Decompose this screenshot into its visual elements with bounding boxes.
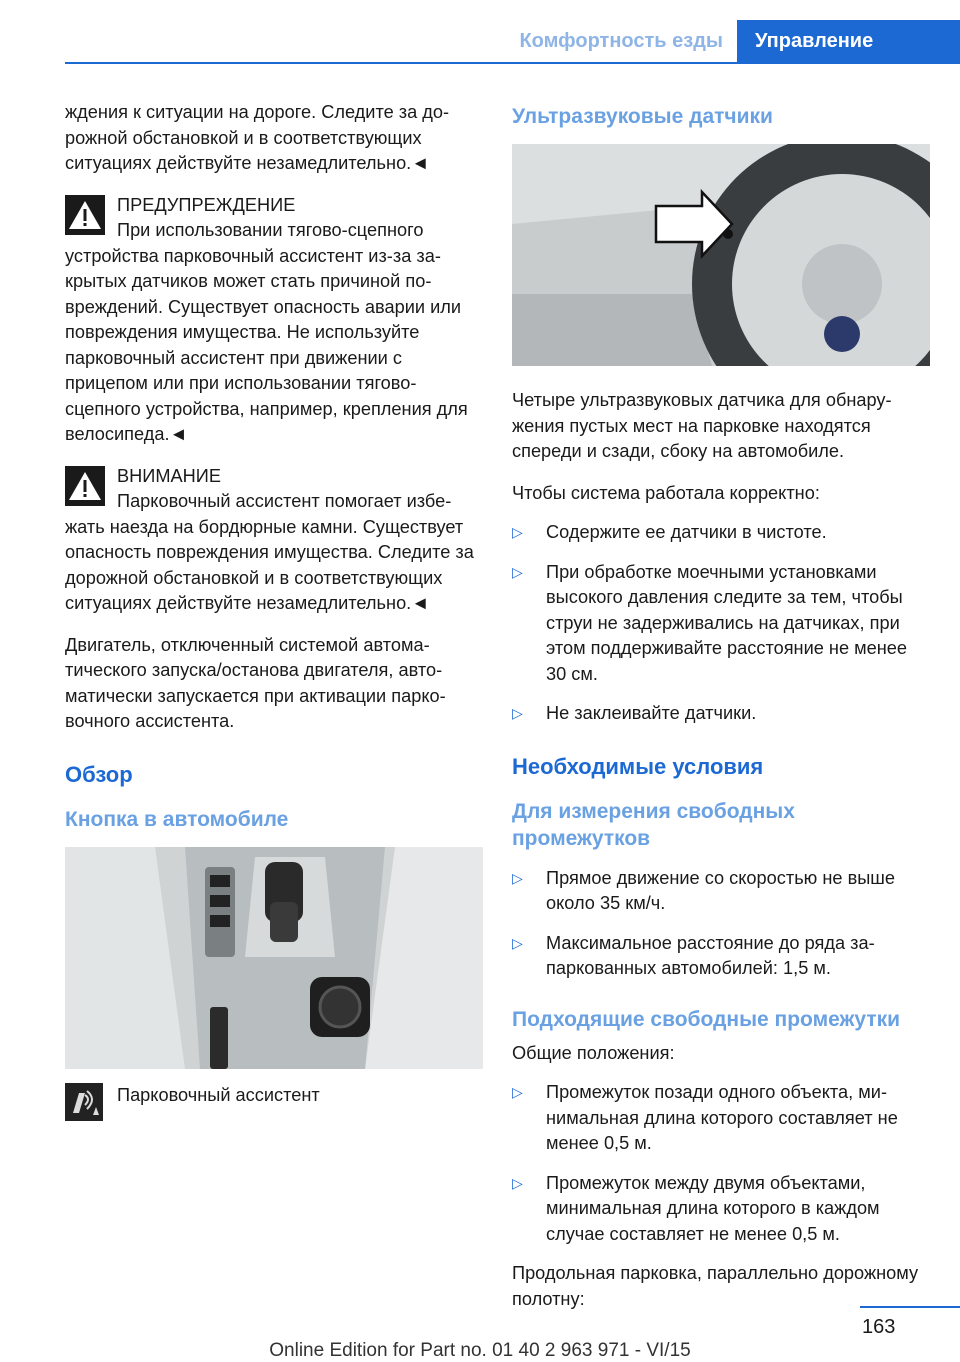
bullet-icon: ▷ [512, 934, 523, 951]
engine-note: Двигатель, отключенный системой автоматического запуска/останова двигателя, автоматически запускается при активации парковочного ассистента. [65, 634, 446, 731]
bullet-icon: ▷ [512, 705, 523, 721]
header-rule [65, 62, 960, 64]
list-item [512, 560, 930, 688]
list-item-text: Не заклеивайте датчики. [546, 703, 757, 723]
correct-intro: Чтобы система работала корректно: [512, 482, 820, 503]
list-item-text: Промежуток между двумя объектами, минимальная длина которого в каждом случае составляет не менее 0,5 м. [546, 1172, 880, 1244]
left-column [65, 100, 483, 1121]
list-item [512, 1171, 930, 1248]
heading-suitable: Подходящие свободные промежутки [512, 1007, 901, 1031]
warning-title: ПРЕДУПРЕЖДЕНИЕ [117, 194, 296, 215]
heading-overview: Обзор [65, 761, 133, 787]
list-item [512, 931, 930, 982]
right-column [512, 100, 930, 1312]
console-photo [65, 847, 483, 1069]
heading-sensors: Ультразвуковые датчики [512, 105, 773, 128]
sensor-photo [512, 144, 930, 366]
warning-block [65, 193, 483, 448]
bullet-icon: ▷ [512, 563, 523, 580]
parking-assistant-icon [65, 1083, 103, 1121]
caution-title: ВНИМАНИЕ [117, 465, 221, 486]
page-number-rule [860, 1306, 960, 1308]
sensors-text: Четыре ультразвуковых датчика для обнаружения пустых мест на парковке находятся спереди и сзади, сбоку на автомобиле. [512, 390, 892, 461]
list-item-text: Максимальное расстояние до ряда запаркованных автомобилей: 1,5 м. [546, 932, 875, 978]
heading-button: Кнопка в автомобиле [65, 807, 289, 831]
general-label: Общие положения: [512, 1042, 675, 1063]
button-caption-row [65, 1083, 483, 1121]
list-item [512, 1080, 930, 1157]
warning-text: При использовании тягово-сцепного устройства парковочный ассистент из-за закрытых датчиков может стать причиной повреждений. Существует опасность аварии или повреждения имущества. Не используйте парковочный ассистент при движении с прицепом или при использовании тягово-сцепного устройства, например, крепления для велосипеда.◄ [65, 220, 468, 444]
list-item-text: Промежуток позади одного объекта, минимальная длина которого составляет не менее 0,5 м. [546, 1082, 898, 1153]
heading-conditions: Необходимые условия [512, 753, 764, 779]
warning-icon [65, 195, 105, 235]
list-item [512, 520, 930, 546]
bullet-icon: ▷ [512, 869, 523, 886]
list-item-text: При обработке моечными установками высокого давления следите за тем, чтобы струи не задерживались на датчиках, при этом поддерживайте расстояние не менее 30 см. [546, 561, 908, 684]
page-number: 163 [862, 1316, 896, 1338]
list-item-text: Прямое движение со скоростью не выше около 35 км/ч. [546, 867, 896, 913]
bullet-icon: ▷ [512, 1084, 523, 1100]
caution-block [65, 464, 483, 617]
heading-measure: Для измерения свободных промежутков [512, 799, 795, 850]
caution-icon [65, 466, 105, 506]
parallel-text: Продольная парковка, параллельно дорожному полотну: [512, 1263, 919, 1309]
bullet-icon: ▷ [512, 524, 523, 540]
header-section: Комфортность езды [519, 29, 723, 52]
list-item [512, 701, 930, 727]
intro-text: ждения к ситуации на дороге. Следите за дорожной обстановкой и в соответствующих ситуациях действуйте незамедлительно.◄ [65, 102, 450, 173]
header-chapter: Управление [737, 20, 960, 62]
caution-text: Парковочный ассистент помогает избежать наезда на бордюрные камни. Существует опасность повреждения имущества. Следите за дорожной обстановкой и в соответствующих ситуациях действуйте незамедлительно.◄ [65, 491, 474, 613]
bullet-icon: ▷ [512, 1174, 523, 1191]
list-item-text: Содержите ее датчики в чистоте. [546, 522, 827, 542]
footer-edition: Online Edition for Part no. 01 40 2 963 971 - VI/15 [269, 1340, 691, 1361]
list-item [512, 866, 930, 917]
button-caption: Парковочный ассистент [117, 1084, 320, 1105]
